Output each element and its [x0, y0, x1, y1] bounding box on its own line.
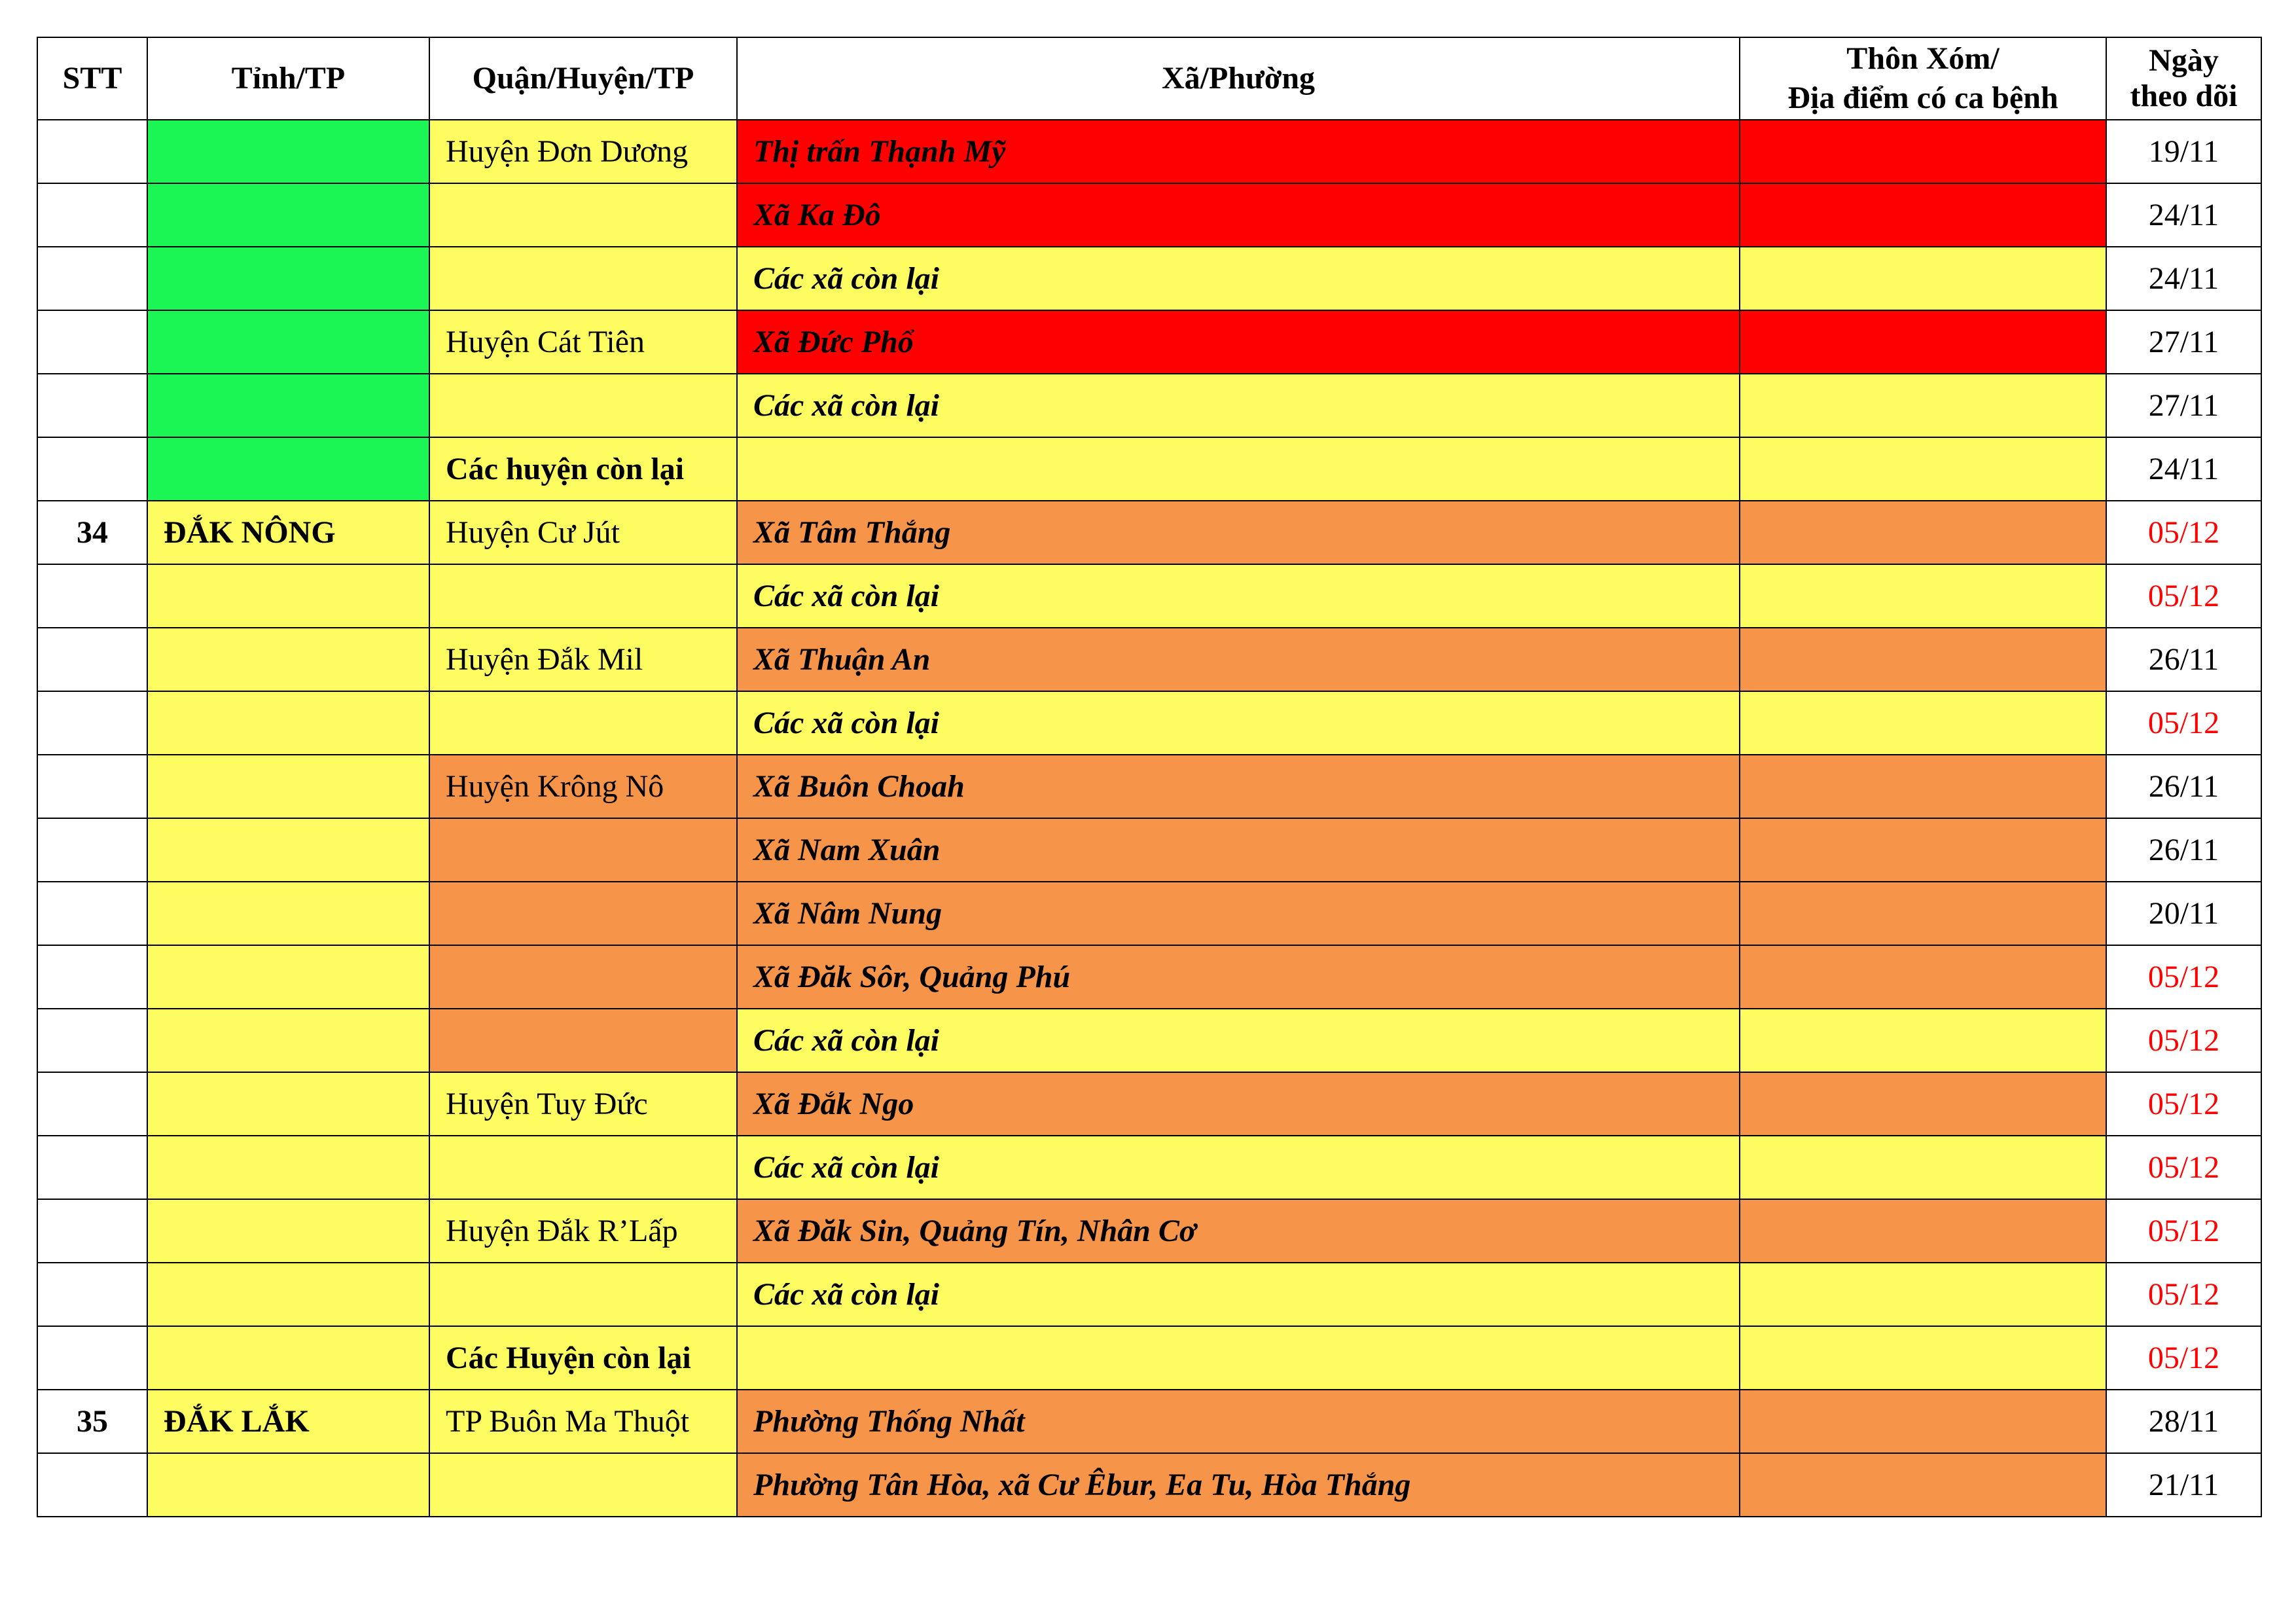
village-cell	[1740, 628, 2106, 691]
ward-cell: Các xã còn lại	[737, 691, 1740, 755]
date-cell: 24/11	[2106, 247, 2261, 310]
table-row	[37, 818, 2261, 882]
ward-cell: Các xã còn lại	[737, 1263, 1740, 1326]
village-cell	[1740, 437, 2106, 501]
province-cell	[147, 691, 429, 755]
table-row	[37, 1072, 2261, 1136]
table-row	[37, 1453, 2261, 1517]
table-row	[37, 183, 2261, 247]
ward-cell: Xã Tâm Thắng	[737, 501, 1740, 564]
province-cell	[147, 1263, 429, 1326]
table-row	[37, 755, 2261, 818]
table-row	[37, 120, 2261, 183]
district-cell: Huyện Đơn Dương	[429, 120, 737, 183]
province-cell	[147, 882, 429, 945]
date-cell: 21/11	[2106, 1453, 2261, 1517]
stt-cell	[37, 120, 147, 183]
ward-cell	[737, 437, 1740, 501]
table-row	[37, 628, 2261, 691]
province-cell	[147, 945, 429, 1009]
date-cell: 05/12	[2106, 1326, 2261, 1390]
date-cell: 05/12	[2106, 1009, 2261, 1072]
header-village-line1: Thôn Xóm/	[1846, 41, 2000, 76]
district-cell	[429, 1263, 737, 1326]
district-cell	[429, 1136, 737, 1199]
district-cell	[429, 247, 737, 310]
village-cell	[1740, 1009, 2106, 1072]
date-cell: 05/12	[2106, 1199, 2261, 1263]
province-cell: ĐẮK LẮK	[147, 1390, 429, 1453]
province-cell	[147, 818, 429, 882]
district-cell: Huyện Krông Nô	[429, 755, 737, 818]
province-cell	[147, 755, 429, 818]
province-cell	[147, 1326, 429, 1390]
province-cell	[147, 120, 429, 183]
village-cell	[1740, 564, 2106, 628]
province-cell	[147, 1136, 429, 1199]
stt-cell	[37, 1453, 147, 1517]
header-date-line2: theo dõi	[2130, 79, 2238, 113]
table-row	[37, 691, 2261, 755]
stt-cell	[37, 183, 147, 247]
stt-cell	[37, 945, 147, 1009]
district-cell	[429, 1453, 737, 1517]
stt-cell	[37, 437, 147, 501]
province-cell	[147, 1072, 429, 1136]
header-district: Quận/Huyện/TP	[429, 37, 737, 120]
date-cell: 24/11	[2106, 183, 2261, 247]
district-cell: Huyện Cư Jút	[429, 501, 737, 564]
province-cell	[147, 310, 429, 374]
table-row	[37, 437, 2261, 501]
village-cell	[1740, 945, 2106, 1009]
village-cell	[1740, 1453, 2106, 1517]
stt-cell	[37, 628, 147, 691]
village-cell	[1740, 310, 2106, 374]
ward-cell: Xã Đăk Sin, Quảng Tín, Nhân Cơ	[737, 1199, 1740, 1263]
stt-cell	[37, 1136, 147, 1199]
ward-cell: Xã Nâm Nung	[737, 882, 1740, 945]
date-cell: 05/12	[2106, 501, 2261, 564]
province-cell	[147, 1009, 429, 1072]
ward-cell: Xã Đức Phổ	[737, 310, 1740, 374]
ward-cell: Các xã còn lại	[737, 374, 1740, 437]
header-province: Tỉnh/TP	[147, 37, 429, 120]
district-cell: Huyện Tuy Đức	[429, 1072, 737, 1136]
table-row	[37, 1390, 2261, 1453]
date-cell: 26/11	[2106, 628, 2261, 691]
village-cell	[1740, 1136, 2106, 1199]
date-cell: 19/11	[2106, 120, 2261, 183]
district-cell: TP Buôn Ma Thuột	[429, 1390, 737, 1453]
district-cell	[429, 374, 737, 437]
village-cell	[1740, 1263, 2106, 1326]
stt-cell	[37, 1072, 147, 1136]
date-cell: 27/11	[2106, 310, 2261, 374]
ward-cell: Thị trấn Thạnh Mỹ	[737, 120, 1740, 183]
header-row	[37, 37, 2261, 120]
date-cell: 05/12	[2106, 1072, 2261, 1136]
district-cell: Các huyện còn lại	[429, 437, 737, 501]
district-cell: Các Huyện còn lại	[429, 1326, 737, 1390]
ward-cell: Xã Ka Đô	[737, 183, 1740, 247]
stt-cell	[37, 755, 147, 818]
province-cell	[147, 564, 429, 628]
district-cell	[429, 183, 737, 247]
stt-cell	[37, 564, 147, 628]
stt-cell	[37, 1009, 147, 1072]
date-cell: 28/11	[2106, 1390, 2261, 1453]
province-cell	[147, 628, 429, 691]
header-village	[1740, 37, 2106, 120]
date-cell: 05/12	[2106, 1263, 2261, 1326]
ward-cell: Các xã còn lại	[737, 1009, 1740, 1072]
header-date	[2106, 37, 2261, 120]
ward-cell: Xã Buôn Choah	[737, 755, 1740, 818]
village-cell	[1740, 1199, 2106, 1263]
table-row	[37, 1009, 2261, 1072]
village-cell	[1740, 183, 2106, 247]
province-cell: ĐẮK NÔNG	[147, 501, 429, 564]
ward-cell	[737, 1326, 1740, 1390]
province-cell	[147, 374, 429, 437]
ward-cell: Xã Đăk Sôr, Quảng Phú	[737, 945, 1740, 1009]
ward-cell: Phường Thống Nhất	[737, 1390, 1740, 1453]
stt-cell: 34	[37, 501, 147, 564]
province-cell	[147, 437, 429, 501]
village-cell	[1740, 691, 2106, 755]
village-cell	[1740, 501, 2106, 564]
table-row	[37, 564, 2261, 628]
village-cell	[1740, 120, 2106, 183]
village-cell	[1740, 247, 2106, 310]
table-row	[37, 247, 2261, 310]
stt-cell	[37, 1199, 147, 1263]
district-cell	[429, 818, 737, 882]
table-row	[37, 1263, 2261, 1326]
date-cell: 20/11	[2106, 882, 2261, 945]
table-row	[37, 310, 2261, 374]
ward-cell: Phường Tân Hòa, xã Cư Êbur, Ea Tu, Hòa Thắng	[737, 1453, 1740, 1517]
village-cell	[1740, 755, 2106, 818]
header-date-line1: Ngày	[2149, 43, 2219, 78]
date-cell: 24/11	[2106, 437, 2261, 501]
header-stt: STT	[37, 37, 147, 120]
stt-cell	[37, 691, 147, 755]
stt-cell	[37, 310, 147, 374]
date-cell: 05/12	[2106, 1136, 2261, 1199]
date-cell: 05/12	[2106, 564, 2261, 628]
date-cell: 26/11	[2106, 818, 2261, 882]
stt-cell	[37, 882, 147, 945]
stt-cell	[37, 374, 147, 437]
village-cell	[1740, 818, 2106, 882]
village-cell	[1740, 1390, 2106, 1453]
table-row	[37, 501, 2261, 564]
village-cell	[1740, 1326, 2106, 1390]
date-cell: 05/12	[2106, 945, 2261, 1009]
table-row	[37, 374, 2261, 437]
province-cell	[147, 1453, 429, 1517]
district-cell	[429, 691, 737, 755]
table-row	[37, 1199, 2261, 1263]
district-cell	[429, 564, 737, 628]
date-cell: 26/11	[2106, 755, 2261, 818]
date-cell: 27/11	[2106, 374, 2261, 437]
table-row	[37, 945, 2261, 1009]
village-cell	[1740, 1072, 2106, 1136]
stt-cell	[37, 1263, 147, 1326]
ward-cell: Xã Nam Xuân	[737, 818, 1740, 882]
district-cell: Huyện Đắk Mil	[429, 628, 737, 691]
ward-cell: Xã Đắk Ngo	[737, 1072, 1740, 1136]
ward-cell: Các xã còn lại	[737, 247, 1740, 310]
village-cell	[1740, 374, 2106, 437]
province-cell	[147, 1199, 429, 1263]
ward-cell: Xã Thuận An	[737, 628, 1740, 691]
stt-cell	[37, 818, 147, 882]
table-body	[37, 120, 2261, 1517]
table-row	[37, 1136, 2261, 1199]
stt-cell	[37, 1326, 147, 1390]
province-cell	[147, 247, 429, 310]
table-row	[37, 882, 2261, 945]
district-cell	[429, 945, 737, 1009]
header-village-line2: Địa điểm có ca bệnh	[1787, 81, 2058, 115]
district-cell	[429, 1009, 737, 1072]
table-row	[37, 1326, 2261, 1390]
date-cell: 05/12	[2106, 691, 2261, 755]
province-cell	[147, 183, 429, 247]
village-cell	[1740, 882, 2106, 945]
district-cell	[429, 882, 737, 945]
ward-cell: Các xã còn lại	[737, 564, 1740, 628]
stt-cell	[37, 247, 147, 310]
stt-cell: 35	[37, 1390, 147, 1453]
header-ward: Xã/Phường	[737, 37, 1740, 120]
district-cell: Huyện Đắk R’Lấp	[429, 1199, 737, 1263]
ward-cell: Các xã còn lại	[737, 1136, 1740, 1199]
district-cell: Huyện Cát Tiên	[429, 310, 737, 374]
monitoring-table	[37, 37, 2262, 1517]
